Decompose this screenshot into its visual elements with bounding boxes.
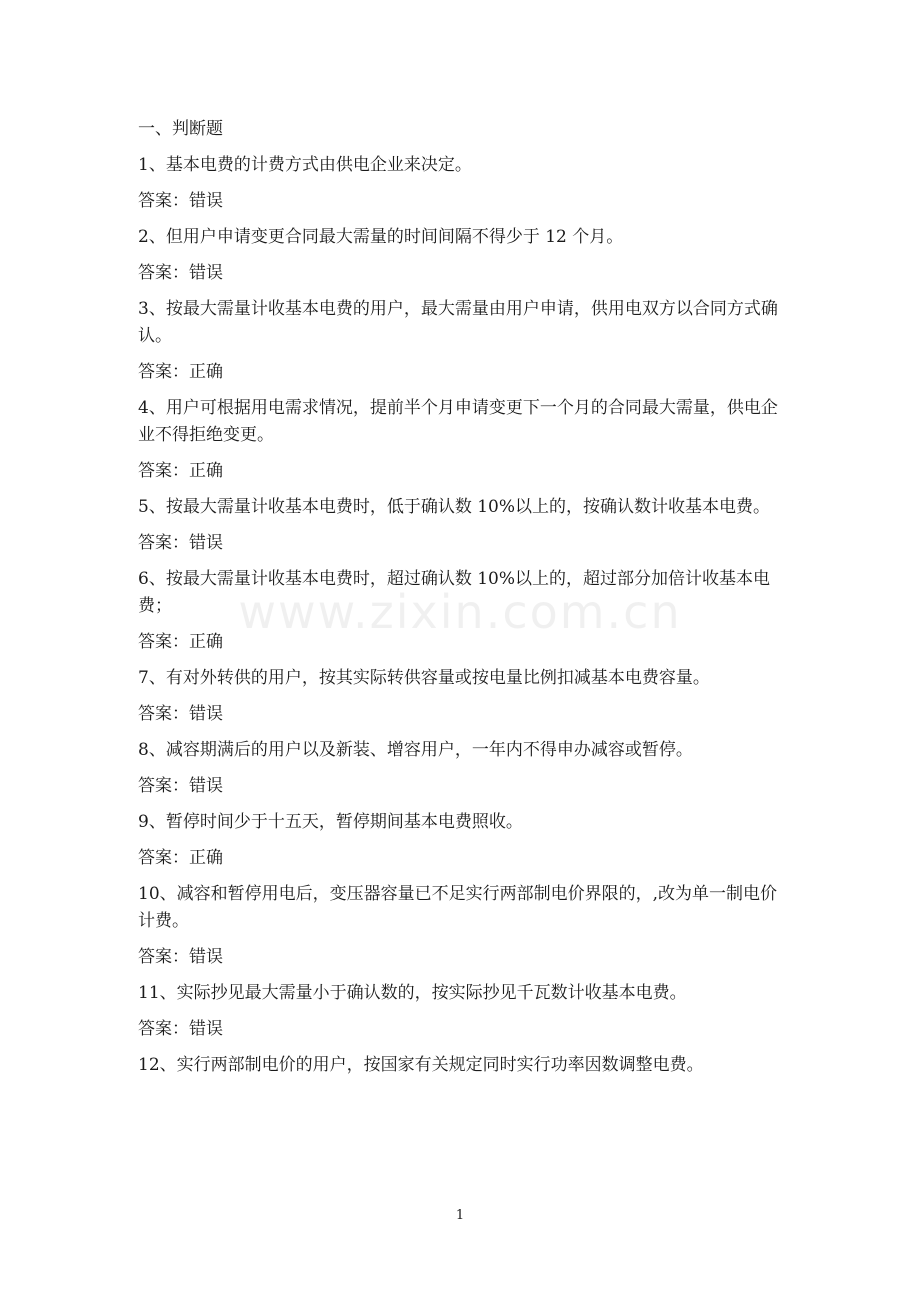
watermark: www.zixin.com.cn (238, 585, 682, 639)
question-item (138, 1052, 783, 1079)
question-item (138, 665, 783, 728)
answer-text: 答案：错误 (138, 776, 223, 796)
question-item (138, 737, 783, 800)
question-text: 4、用户可根据用电需求情况，提前半个月申请变更下一个月的合同最大需量，供电企业不得拒绝变更。 (138, 398, 778, 445)
answer-text: 答案：正确 (138, 461, 223, 481)
question-text: 12、实行两部制电价的用户，按国家有关规定同时实行功率因数调整电费。 (138, 1055, 704, 1075)
question-text: 6、按最大需量计收基本电费时，超过确认数 10%以上的，超过部分加倍计收基本电费； (138, 569, 771, 616)
question-text: 3、按最大需量计收基本电费的用户，最大需量由用户申请，供用电双方以合同方式确认。 (138, 299, 778, 346)
question-item (138, 494, 783, 557)
answer-text: 答案：错误 (138, 191, 223, 211)
question-item (138, 809, 783, 872)
answer-text: 答案：正确 (138, 848, 223, 868)
question-item (138, 296, 783, 386)
question-item (138, 980, 783, 1043)
question-item (138, 395, 783, 485)
answer-text: 答案：正确 (138, 632, 223, 652)
question-text: 5、按最大需量计收基本电费时，低于确认数 10%以上的，按确认数计收基本电费。 (138, 497, 771, 517)
question-item (138, 224, 783, 287)
section-heading: 一、判断题 (138, 119, 223, 139)
question-text: 8、减容期满后的用户以及新装、增容用户，一年内不得申办减容或暂停。 (138, 740, 693, 760)
question-item (138, 881, 783, 971)
page-number: 1 (455, 1208, 465, 1223)
answer-text: 答案：正确 (138, 362, 223, 382)
question-text: 9、暂停时间少于十五天，暂停期间基本电费照收。 (138, 812, 523, 832)
question-item (138, 152, 783, 215)
question-text: 7、有对外转供的用户，按其实际转供容量或按电量比例扣减基本电费容量。 (138, 668, 710, 688)
answer-text: 答案：错误 (138, 263, 223, 283)
answer-text: 答案：错误 (138, 704, 223, 724)
question-text: 2、但用户申请变更合同最大需量的时间间隔不得少于 12 个月。 (138, 227, 624, 247)
question-text: 10、减容和暂停用电后，变压器容量已不足实行两部制电价界限的，,改为单一制电价计费。 (138, 884, 778, 931)
answer-text: 答案：错误 (138, 533, 223, 553)
answer-text: 答案：错误 (138, 947, 223, 967)
question-text: 1、基本电费的计费方式由供电企业来决定。 (138, 155, 472, 175)
document-body (138, 116, 783, 1088)
answer-text: 答案：错误 (138, 1019, 223, 1039)
question-text: 11、实际抄见最大需量小于确认数的，按实际抄见千瓦数计收基本电费。 (138, 983, 687, 1003)
question-item (138, 566, 783, 656)
